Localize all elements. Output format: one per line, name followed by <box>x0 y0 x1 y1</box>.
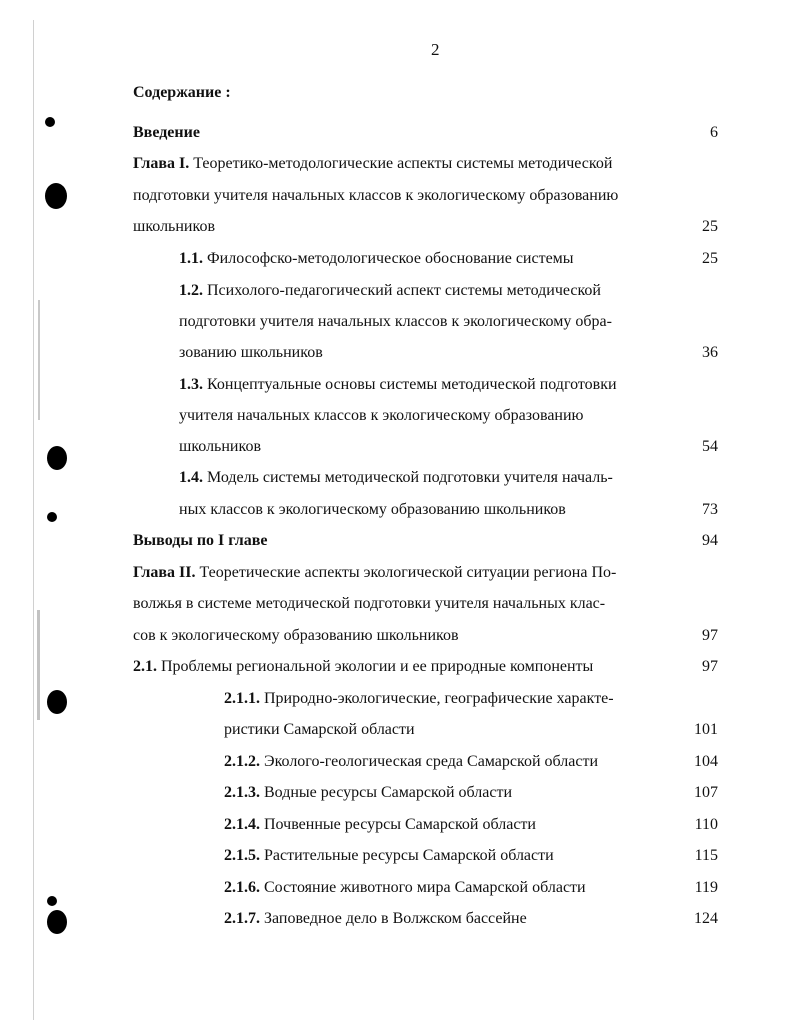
toc-entry-1-1[interactable]: 1.1. Философско-методологическое обоснование системы <box>179 250 574 267</box>
toc-title: Содержание : <box>133 84 231 101</box>
toc-entry-2-1-5[interactable]: 2.1.5. Растительные ресурсы Самарской области <box>224 847 554 864</box>
toc-page-number: 25 <box>702 250 718 267</box>
toc-page-number: 97 <box>702 658 718 675</box>
toc-page-number: 97 <box>702 627 718 644</box>
toc-entry-2-1-6[interactable]: 2.1.6. Состояние животного мира Самарской области <box>224 879 586 896</box>
punch-hole <box>45 183 67 209</box>
punch-hole <box>47 690 67 714</box>
toc-page-number: 101 <box>694 721 718 738</box>
toc-page-number: 115 <box>694 847 718 864</box>
toc-entry-intro[interactable]: Введение <box>133 124 200 141</box>
toc-entry-1-3[interactable]: 1.3. Концептуальные основы системы методической подготовки <box>179 376 617 393</box>
toc-entry-1-4[interactable]: 1.4. Модель системы методической подготовки учителя началь- <box>179 469 613 486</box>
toc-entry-conclusions-1[interactable]: Выводы по I главе <box>133 532 268 549</box>
punch-hole <box>47 896 57 906</box>
toc-entry-text: подготовки учителя начальных классов к экологическому обра- <box>179 313 612 330</box>
toc-page-number: 73 <box>702 501 718 518</box>
toc-entry-2-1[interactable]: 2.1. Проблемы региональной экологии и ее природные компоненты <box>133 658 594 675</box>
toc-page-number: 54 <box>702 438 718 455</box>
punch-hole <box>47 910 67 934</box>
scan-edge-line <box>33 20 34 1020</box>
toc-page-number: 36 <box>702 344 718 361</box>
toc-page-number: 104 <box>694 753 718 770</box>
scan-edge-line <box>38 300 40 420</box>
toc-entry-2-1-2[interactable]: 2.1.2. Эколого-геологическая среда Самарской области <box>224 753 599 770</box>
toc-page-number: 110 <box>694 816 718 833</box>
toc-entry-text: ристики Самарской области <box>224 721 415 738</box>
toc-entry-text: волжья в системе методической подготовки учителя начальных клас- <box>133 595 606 612</box>
toc-page-number: 119 <box>694 879 718 896</box>
toc-entry-text: сов к экологическому образованию школьников <box>133 627 459 644</box>
toc-entry-text: зованию школьников <box>179 344 323 361</box>
toc-entry-chapter-1[interactable]: Глава I. Теоретико-методологические аспекты системы методической <box>133 155 613 172</box>
punch-hole <box>47 512 57 522</box>
toc-page-number: 124 <box>694 910 718 927</box>
toc-entry-2-1-1[interactable]: 2.1.1. Природно-экологические, географические характе- <box>224 690 614 707</box>
toc-entry-text: ных классов к экологическому образованию школьников <box>179 501 566 518</box>
toc-entry-2-1-7[interactable]: 2.1.7. Заповедное дело в Волжском бассейне <box>224 910 527 927</box>
toc-entry-2-1-4[interactable]: 2.1.4. Почвенные ресурсы Самарской области <box>224 816 536 833</box>
toc-page-number: 94 <box>702 532 718 549</box>
toc-entry-text: подготовки учителя начальных классов к экологическому образованию <box>133 187 619 204</box>
scan-edge-line <box>37 610 40 720</box>
toc-page-number: 25 <box>702 218 718 235</box>
punch-hole <box>45 117 55 127</box>
toc-entry-text: учителя начальных классов к экологическому образованию <box>179 407 584 424</box>
toc-entry-text: школьников <box>179 438 261 455</box>
toc-entry-1-2[interactable]: 1.2. Психолого-педагогический аспект системы методической <box>179 282 601 299</box>
toc-page-number: 107 <box>694 784 718 801</box>
toc-entry-chapter-2[interactable]: Глава II. Теоретические аспекты экологической ситуации региона По- <box>133 564 617 581</box>
page-number: 2 <box>431 40 440 59</box>
toc-entry-2-1-3[interactable]: 2.1.3. Водные ресурсы Самарской области <box>224 784 513 801</box>
toc-page-number: 6 <box>710 124 718 141</box>
toc-entry-text: школьников <box>133 218 215 235</box>
punch-hole <box>47 446 67 470</box>
